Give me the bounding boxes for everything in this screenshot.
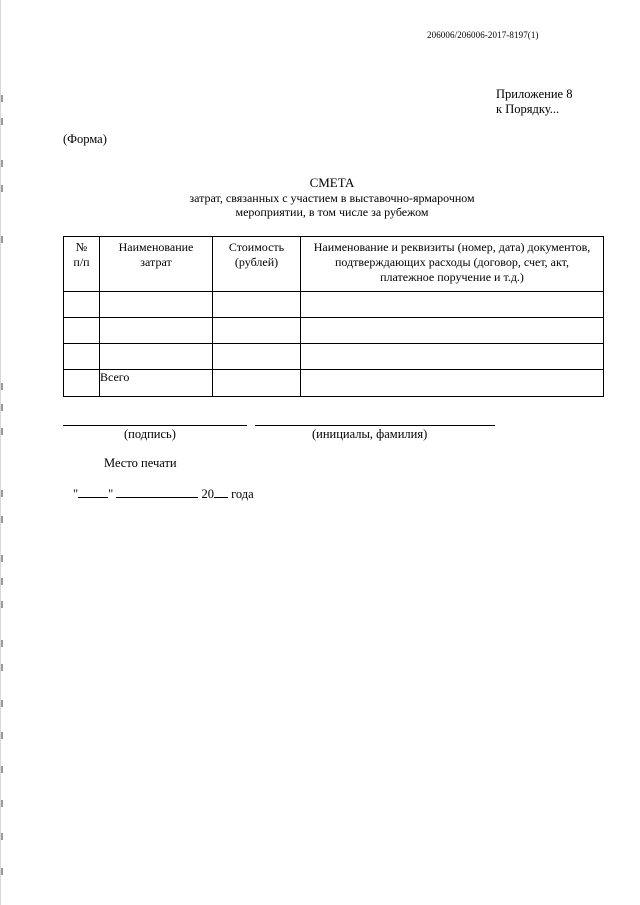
annex-line-1: Приложение 8 <box>496 87 573 101</box>
margin-mark <box>1 700 3 707</box>
signature-label: (подпись) <box>124 427 176 441</box>
header-number-line2: п/п <box>73 255 90 269</box>
header-number <box>64 237 100 292</box>
table-total-row <box>64 370 604 397</box>
signature-line[interactable] <box>63 425 247 426</box>
year-blank[interactable] <box>214 486 228 498</box>
margin-mark <box>1 185 3 192</box>
table-row <box>64 318 604 344</box>
document-title <box>151 175 513 219</box>
table-cell[interactable] <box>100 318 213 344</box>
form-label: (Форма) <box>63 132 107 146</box>
margin-mark <box>1 490 3 497</box>
table-cell[interactable] <box>64 292 100 318</box>
margin-mark <box>1 766 3 773</box>
header-cost-name-line2: затрат <box>140 255 172 269</box>
table-cell[interactable] <box>213 344 301 370</box>
header-cost-name-line1: Наименование <box>118 240 194 254</box>
margin-mark <box>1 732 3 739</box>
margin-mark <box>1 640 3 647</box>
margin-mark <box>1 516 3 523</box>
header-cost <box>213 237 301 292</box>
annex-reference <box>496 87 572 117</box>
table-cell[interactable] <box>100 344 213 370</box>
header-cost-name <box>100 237 213 292</box>
margin-mark <box>1 236 3 243</box>
title-main: СМЕТА <box>309 175 355 190</box>
year-prefix: 20 <box>201 487 214 501</box>
header-documents-line2: подтверждающих расходы (договор, счет, акт, <box>335 255 569 269</box>
margin-mark <box>1 868 3 875</box>
header-documents-line1: Наименование и реквизиты (номер, дата) документов, <box>313 240 591 254</box>
total-cost-cell[interactable] <box>213 370 301 397</box>
margin-mark <box>1 95 3 102</box>
table-cell[interactable] <box>213 292 301 318</box>
margin-mark <box>1 664 3 671</box>
total-documents-cell[interactable] <box>301 370 604 397</box>
header-documents <box>301 237 604 292</box>
table-row <box>64 344 604 370</box>
table-header-row <box>64 237 604 292</box>
table-cell[interactable] <box>301 344 604 370</box>
day-blank[interactable] <box>78 486 108 498</box>
margin-mark <box>1 578 3 585</box>
total-number-cell <box>64 370 100 397</box>
date-field <box>73 486 254 502</box>
margin-mark <box>1 833 3 840</box>
estimate-table <box>63 236 604 397</box>
date-quote-open: " <box>73 487 79 501</box>
table-cell[interactable] <box>301 292 604 318</box>
header-documents-line3: платежное поручение и т.д.) <box>380 270 524 284</box>
date-quote-close: " <box>108 487 114 501</box>
margin-mark <box>1 428 3 435</box>
title-line-3: мероприятии, в том числе за рубежом <box>235 205 429 219</box>
margin-mark <box>1 404 3 411</box>
margin-mark <box>1 160 3 167</box>
name-line[interactable] <box>255 425 495 426</box>
year-suffix: года <box>231 487 254 501</box>
margin-mark <box>1 555 3 562</box>
title-line-2: затрат, связанных с участием в выставочно-ярмарочном <box>189 191 475 205</box>
table-cell[interactable] <box>301 318 604 344</box>
margin-mark <box>1 601 3 608</box>
total-label-cell: Всего <box>100 370 213 397</box>
header-number-line1: № <box>75 240 88 254</box>
document-number: 206006/206006-2017-8197(1) <box>427 30 539 40</box>
stamp-label: Место печати <box>104 456 177 470</box>
table-cell[interactable] <box>64 344 100 370</box>
header-cost-line1: Стоимость <box>228 240 285 254</box>
annex-line-2: к Порядку... <box>496 102 560 116</box>
month-blank[interactable] <box>116 486 198 498</box>
table-cell[interactable] <box>100 292 213 318</box>
margin-mark <box>1 383 3 390</box>
table-row <box>64 292 604 318</box>
margin-mark <box>1 118 3 125</box>
header-cost-line2: (рублей) <box>234 255 279 269</box>
table-cell[interactable] <box>64 318 100 344</box>
margin-mark <box>1 800 3 807</box>
name-label: (инициалы, фамилия) <box>312 427 428 441</box>
table-cell[interactable] <box>213 318 301 344</box>
